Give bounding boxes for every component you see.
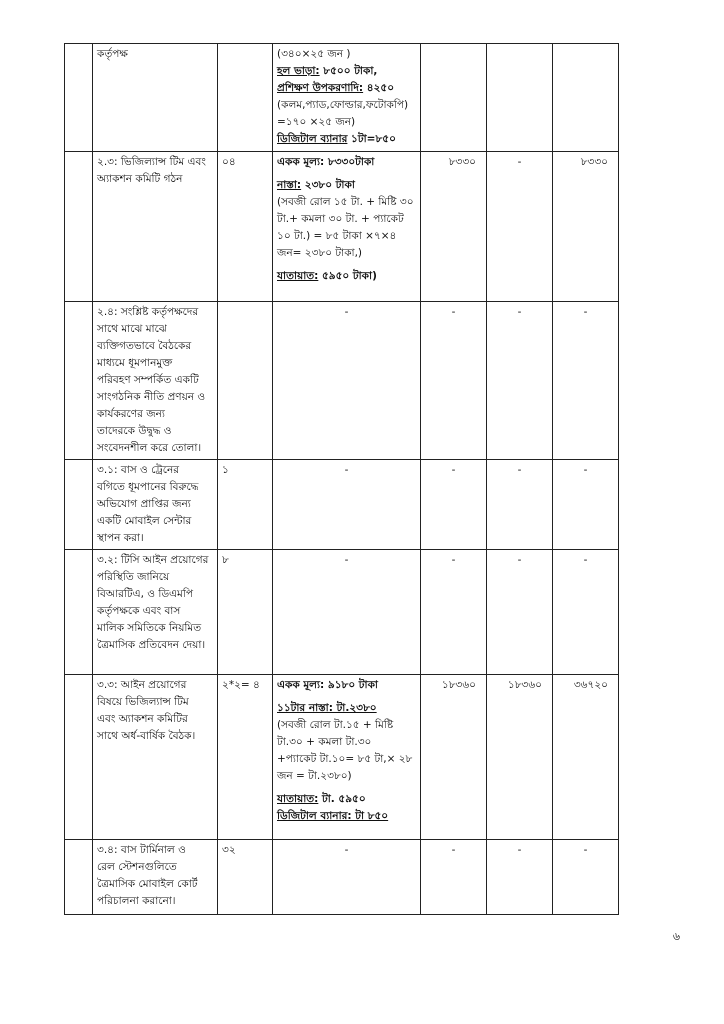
table-row [65, 152, 683, 302]
amount-cell: - [421, 302, 487, 460]
activity-cell [93, 152, 218, 302]
activity-line: অভিযোগ প্রাপ্তির জন্য [97, 498, 191, 510]
activity-line: ৩.১: বাস ও ট্রেনের [97, 464, 180, 476]
detail-text: হল ভাড়া: [277, 65, 320, 77]
quantity-cell [218, 302, 273, 460]
amount-cell: ১৮৩৬০ [421, 675, 487, 840]
detail-line [277, 245, 416, 262]
budget-table [64, 43, 683, 915]
detail-cell [273, 302, 421, 460]
quantity-cell: ২*২= ৪ [218, 675, 273, 840]
table-row [65, 44, 683, 152]
activity-line: রেল স্টেশনগুলিতে [97, 861, 177, 873]
detail-cell [273, 460, 421, 550]
detail-text: - [344, 306, 349, 318]
detail-line [277, 268, 416, 285]
amount-cell: - [487, 460, 553, 550]
detail-line [277, 131, 416, 148]
activity-line: কর্তৃপক্ষকে এবং বাস [97, 605, 181, 617]
detail-cell [273, 675, 421, 840]
amount-cell: - [553, 840, 619, 915]
detail-cell [273, 44, 421, 152]
quantity-cell: ৮ [218, 550, 273, 675]
table-row [65, 460, 683, 550]
amount-cell: ৩৬৭২০ [553, 675, 619, 840]
detail-line [277, 791, 416, 808]
blank-cell [65, 675, 93, 840]
detail-text: - [344, 464, 349, 476]
amount-cell: - [487, 840, 553, 915]
detail-text: ১০ টা.) = ৮৫ টাকা ×৭×৪ [277, 230, 397, 242]
detail-line [277, 552, 416, 569]
activity-line: পরিচালনা করানো। [97, 895, 176, 907]
detail-text: একক মূল্য: ৯১৮০ টাকা [277, 679, 378, 691]
blank-cell [65, 550, 93, 675]
detail-text: ডিজিটাল ব্যানার [277, 133, 348, 145]
detail-value: ৮৩৩০টাকা [324, 156, 375, 168]
quantity-cell: ১ [218, 460, 273, 550]
detail-line [277, 114, 416, 131]
activity-cell [93, 840, 218, 915]
detail-cell [273, 840, 421, 915]
detail-value: টা. ৫৯৫০ [318, 793, 366, 805]
activity-line: বিআরটিএ, ও ডিএমপি [97, 588, 194, 600]
activity-line: ত্রৈমাসিক প্রতিবেদন দেয়া। [97, 639, 206, 651]
activity-line: একটি মোবাইল সেন্টার [97, 515, 192, 527]
table-row [65, 302, 683, 460]
detail-text: নাস্তা: [277, 179, 302, 191]
quantity-cell [218, 44, 273, 152]
table-row [65, 550, 683, 675]
detail-text: জন = টা.২৩৮০) [277, 770, 352, 782]
table-row [65, 675, 683, 840]
amount-cell: - [553, 550, 619, 675]
blank-cell [65, 152, 93, 302]
detail-line [277, 63, 416, 80]
detail-text: =১৭০ ×২৫ জন) [277, 116, 356, 128]
amount-cell: - [421, 460, 487, 550]
quantity-cell: ৩২ [218, 840, 273, 915]
detail-line [277, 768, 416, 785]
detail-text: জন= ২৩৮০ টাকা,) [277, 247, 363, 259]
amount-cell: - [487, 302, 553, 460]
detail-line [277, 97, 416, 114]
activity-line: স্থাপন করা। [97, 532, 144, 544]
amount-cell: ৮৩৩০ [421, 152, 487, 302]
activity-line: পরিস্থিতি জানিয়ে [97, 571, 170, 583]
detail-line [277, 734, 416, 751]
amount-cell: - [421, 840, 487, 915]
detail-line [277, 194, 416, 211]
activity-cell [93, 550, 218, 675]
detail-line [277, 304, 416, 321]
activity-line: সাথে মাঝে মাঝে [97, 323, 167, 335]
detail-line [277, 717, 416, 734]
detail-text: টা.+ কমলা ৩০ টা. + প্যাকেট [277, 213, 404, 225]
activity-line: সাংগঠনিক নীতি প্রণয়ন ও [97, 391, 206, 403]
detail-line [277, 700, 416, 717]
detail-line [277, 228, 416, 245]
detail-text: (সবজী রোল টা.১৫ + মিষ্টি [277, 719, 394, 731]
detail-text: - [344, 554, 349, 566]
detail-text: ডিজিটাল ব্যানার: টা ৮৫০ [277, 810, 389, 822]
activity-line: ৩.২: টিসি আইন প্রয়োগের [97, 554, 209, 566]
activity-line: পরিবহণ সম্পর্কিত একটি [97, 374, 199, 386]
detail-line [277, 808, 416, 825]
quantity-cell: ০৪ [218, 152, 273, 302]
detail-text: - [344, 844, 349, 856]
activity-line: ত্রৈমাসিক মোবাইল কোর্ট [97, 878, 198, 890]
activity-line: কর্তৃপক্ষ [97, 48, 128, 60]
blank-cell [65, 460, 93, 550]
detail-line [277, 177, 416, 194]
amount-cell: - [487, 550, 553, 675]
detail-line [277, 46, 416, 63]
activity-line: বিষয়ে ভিজিল্যান্স টিম [97, 696, 189, 708]
activity-line: ৩.৪: বাস টার্মিনাল ও [97, 844, 186, 856]
amount-cell [487, 44, 553, 152]
activity-line: ২.৩: ভিজিল্যান্স টিম এবং [97, 156, 206, 168]
activity-line: এবং অ্যাকশন কমিটির [97, 713, 188, 725]
detail-text: একক মূল্য: [277, 156, 325, 168]
amount-cell: ১৮৩৬০ [487, 675, 553, 840]
detail-text: যাতায়াত: [277, 793, 319, 805]
detail-cell [273, 550, 421, 675]
activity-line: ৩.৩: আইন প্রয়োগের [97, 679, 187, 691]
detail-text: যাতায়াত: [277, 270, 319, 282]
detail-value: ১টা=৮৫০ [347, 133, 396, 145]
activity-cell [93, 44, 218, 152]
table-body [65, 44, 683, 915]
activity-line: ব্যক্তিগতভাবে বৈঠকের [97, 340, 192, 352]
blank-cell [65, 840, 93, 915]
detail-line [277, 211, 416, 228]
activity-line: মাধ্যমে ধূমপানমুক্ত [97, 357, 173, 369]
detail-text: প্রশিক্ষণ উপকরণাদি: [277, 82, 364, 94]
detail-value: ২৩৮০ টাকা [301, 179, 355, 191]
detail-cell [273, 152, 421, 302]
detail-text: টা.৩০ + কমলা টা.৩০ [277, 736, 372, 748]
activity-line: ২.৪: সংশ্লিষ্ট কর্তৃপক্ষদের [97, 306, 199, 318]
detail-line [277, 677, 416, 694]
amount-cell [421, 44, 487, 152]
amount-cell: - [421, 550, 487, 675]
page-number: ৬ [672, 930, 680, 943]
detail-text: +প্যাকেট টা.১০= ৮৫ টা,× ২৮ [277, 753, 413, 765]
amount-cell: - [553, 302, 619, 460]
amount-cell: - [553, 460, 619, 550]
detail-value: ৪২৫০ [363, 82, 395, 94]
activity-line: মালিক সমিতিকে নিয়মিত [97, 622, 202, 634]
activity-line: সংবেদনশীল করে তোলা। [97, 442, 202, 454]
activity-line: বগিতে ধূমপানের বিরুদ্ধে [97, 481, 199, 493]
detail-line [277, 80, 416, 97]
activity-line: তাদেরকে উদ্বুদ্ধ ও [97, 425, 172, 437]
amount-cell: ৮৩৩০ [553, 152, 619, 302]
activity-line: সাথে অর্ধ-বার্ষিক বৈঠক। [97, 730, 196, 742]
table-row [65, 840, 683, 915]
detail-value: ৮৫০০ টাকা, [319, 65, 378, 77]
blank-cell [65, 44, 93, 152]
activity-cell [93, 302, 218, 460]
blank-cell [65, 302, 93, 460]
detail-line [277, 154, 416, 171]
amount-cell [553, 44, 619, 152]
detail-text: ১১টার নাস্তা: টা.২৩৮০ [277, 702, 377, 714]
activity-cell [93, 675, 218, 840]
detail-line [277, 462, 416, 479]
detail-line [277, 842, 416, 859]
amount-cell: - [487, 152, 553, 302]
activity-line: কার্যকরণের জন্য [97, 408, 165, 420]
activity-line: অ্যাকশন কমিটি গঠন [97, 173, 183, 185]
detail-text: (কলম,প্যাড,ফোল্ডার,ফটোকপি) [277, 99, 409, 111]
activity-cell [93, 460, 218, 550]
detail-text: (৩৪০×২৫ জন ) [277, 48, 351, 60]
detail-line [277, 751, 416, 768]
detail-value: ৫৯৫০ টাকা) [318, 270, 377, 282]
detail-text: (সবজী রোল ১৫ টা. + মিষ্টি ৩০ [277, 196, 414, 208]
